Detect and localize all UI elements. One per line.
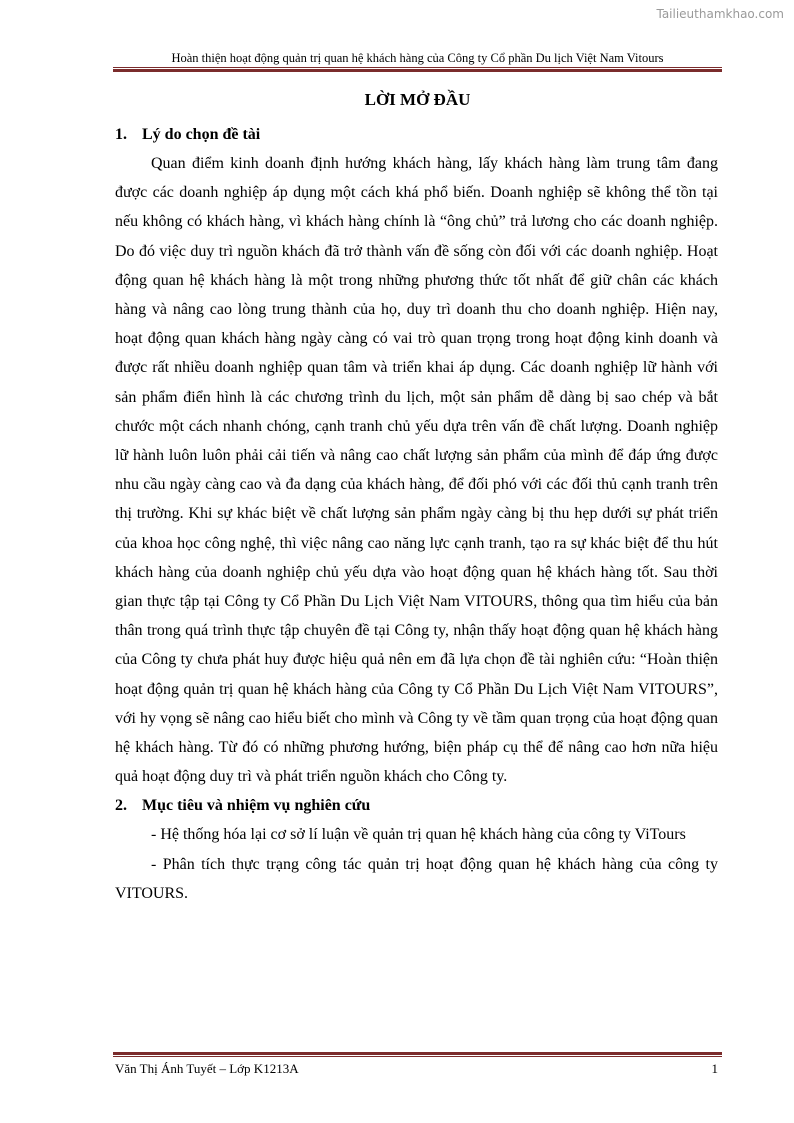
footer-rule-thick: [113, 1052, 722, 1055]
section-heading: [115, 791, 718, 820]
watermark-text: Tailieuthamkhao.com: [656, 7, 784, 21]
header-rule-thick: [113, 69, 722, 72]
bullet-paragraph: - Phân tích thực trạng công tác quản trị hoạt động quan hệ khách hàng của công ty VITOURS.: [115, 855, 718, 902]
footer-author: Văn Thị Ánh Tuyết – Lớp K1213A: [115, 1061, 299, 1076]
section-reason: [115, 120, 718, 791]
page-title: LỜI MỞ ĐẦU: [364, 90, 471, 109]
section-title: Mục tiêu và nhiệm vụ nghiên cứu: [142, 797, 371, 815]
section-heading: [115, 120, 718, 149]
section-number: 1.: [115, 126, 127, 143]
page-number: 1: [711, 1061, 718, 1076]
body-paragraph: Quan điểm kinh doanh định hướng khách hàng, lấy khách hàng làm trung tâm đang được các doanh nghiệp áp dụng một cách khá phổ biến. Doanh nghiệp sẽ không thể tồn tại nếu không có khách hàng, vì khách hàng chính là “ông chủ” trả lương cho các doanh nghiệp. Do đó việc duy trì nguồn khách đã trở thành vấn đề sống còn đối với các doanh nghiệp. Hoạt động quan hệ khách hàng là một trong những phương thức tốt nhất để giữ chân các khách hàng và nâng cao lòng trung thành của họ, duy trì doanh thu cho doanh nghiệp. Hiện nay, hoạt động quan khách hàng ngày càng có vai trò quan trọng trong hoạt động kinh doanh và được rất nhiều doanh nghiệp quan tâm và triển khai áp dụng. Các doanh nghiệp lữ hành với sản phẩm điển hình là các chương trình du lịch, một sản phẩm dễ dàng bị sao chép và bắt chước một cách nhanh chóng, cạnh tranh chủ yếu dựa trên vấn đề chất lượng. Doanh nghiệp lữ hành luôn luôn phải cải tiến và nâng cao chất lượng sản phẩm của mình để đáp ứng được nhu cầu ngày càng cao và đa dạng của khách hàng, để đối phó với các đối thủ cạnh tranh trên thị trường. Khi sự khác biệt về chất lượng sản phẩm ngày càng bị thu hẹp dưới sự phát triển của khoa học công nghệ, thì việc nâng cao năng lực cạnh tranh, tạo ra sự khác biệt để thu hút khách hàng của doanh nghiệp chủ yếu dựa vào hoạt động quan hệ khách hàng tốt. Sau thời gian thực tập tại Công ty Cổ Phần Du Lịch Việt Nam VITOURS, thông qua tìm hiểu của bản thân trong quá trình thực tập chuyên đề tại Công ty, nhận thấy hoạt động quan hệ khách hàng của Công ty chưa phát huy được hiệu quả nên em đã lựa chọn đề tài nghiên cứu: “Hoàn thiện hoạt động quản trị quan hệ khách hàng của Công ty Cổ Phần Du Lịch Việt Nam VITOURS”, với hy vọng sẽ nâng cao hiểu biết cho mình và Công ty về tầm quan trọng của hoạt động quan hệ khách hàng. Từ đó có những phương hướng, biện pháp cụ thể để nâng cao hơn nữa hiệu quả hoạt động duy trì và phát triển nguồn khách cho Công ty.: [115, 155, 718, 786]
section-number: 2.: [115, 797, 127, 815]
document-body: [115, 120, 718, 908]
section-title: Lý do chọn đề tài: [142, 126, 261, 143]
bullet-paragraph: - Hệ thống hóa lại cơ sở lí luận về quản trị quan hệ khách hàng của công ty ViTours: [151, 826, 686, 844]
running-header: Hoàn thiện hoạt động quản trị quan hệ khách hàng của Công ty Cổ phần Du lịch Việt Nam Vitours: [171, 51, 664, 65]
header-rule-thin: [113, 67, 722, 68]
section-objectives: [115, 791, 718, 908]
footer-rule-thin: [113, 1056, 722, 1057]
